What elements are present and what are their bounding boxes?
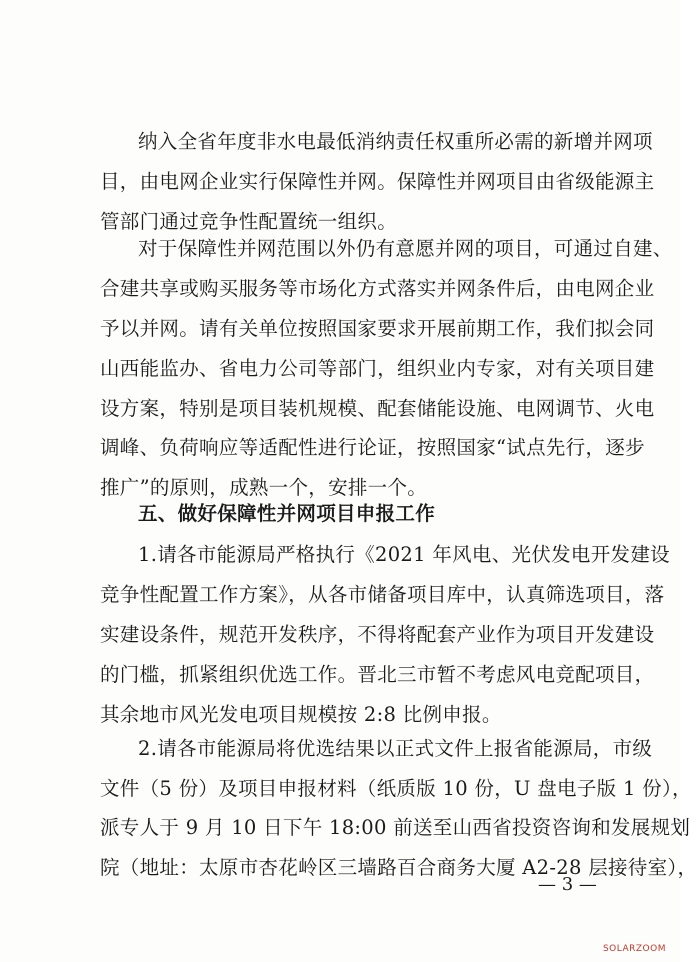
paragraph-line: 院（地址：太原市杏花岭区三墙路百合商务大厦 A2-28 层接待室）， <box>100 856 697 879</box>
paragraph-line: 山西能监办、省电力公司等部门，组织业内专家，对有关项目建 <box>100 357 655 380</box>
paragraph-line: 竞争性配置工作方案》，从各市储备项目库中，认真筛选项目，落 <box>100 583 665 606</box>
paragraph-line: 予以并网。请有关单位按照国家要求开展前期工作，我们拟会同 <box>100 317 655 340</box>
paragraph-line: 设方案，特别是项目装机规模、配套储能设施、电网调节、火电 <box>100 397 655 420</box>
section-heading: 五、做好保障性并网项目申报工作 <box>138 502 436 525</box>
watermark-logo: SOLARZOOM <box>602 944 666 954</box>
paragraph-line: 的门槛，抓紧组织优选工作。晋北三市暂不考虑风电竞配项目， <box>100 663 655 686</box>
paragraph-line: 目，由电网企业实行保障性并网。保障性并网项目由省级能源主 <box>100 170 655 193</box>
paragraph-line: 对于保障性并网范围以外仍有意愿并网的项目，可通过自建、 <box>138 237 673 260</box>
paragraph-line: 派专人于 9 月 10 日下午 18:00 前送至山西省投资咨询和发展规划 <box>100 816 691 839</box>
paragraph-line: 文件（5 份）及项目申报材料（纸质版 10 份，U 盘电子版 1 份）， <box>100 777 692 800</box>
paragraph-line: 合建共享或购买服务等市场化方式落实并网条件后，由电网企业 <box>100 277 655 300</box>
paragraph-line: 调峰、负荷响应等适配性进行论证，按照国家“试点先行，逐步 <box>100 436 645 459</box>
paragraph-line: 1.请各市能源局严格执行《2021 年风电、光伏发电开发建设 <box>138 543 670 566</box>
paragraph-line: 管部门通过竞争性配置统一组织。 <box>100 210 398 233</box>
paragraph-line: 实建设条件，规范开发秩序，不得将配套产业作为项目开发建设 <box>100 623 655 646</box>
paragraph-line: 其余地市风光发电项目规模按 2:8 比例申报。 <box>100 703 502 726</box>
paragraph-line: 纳入全省年度非水电最低消纳责任权重所必需的新增并网项 <box>138 130 653 153</box>
page-number: — 3 — <box>538 874 597 895</box>
paragraph-line: 推广”的原则，成熟一个，安排一个。 <box>100 476 428 499</box>
paragraph-line: 2.请各市能源局将优选结果以正式文件上报省能源局，市级 <box>138 737 653 760</box>
